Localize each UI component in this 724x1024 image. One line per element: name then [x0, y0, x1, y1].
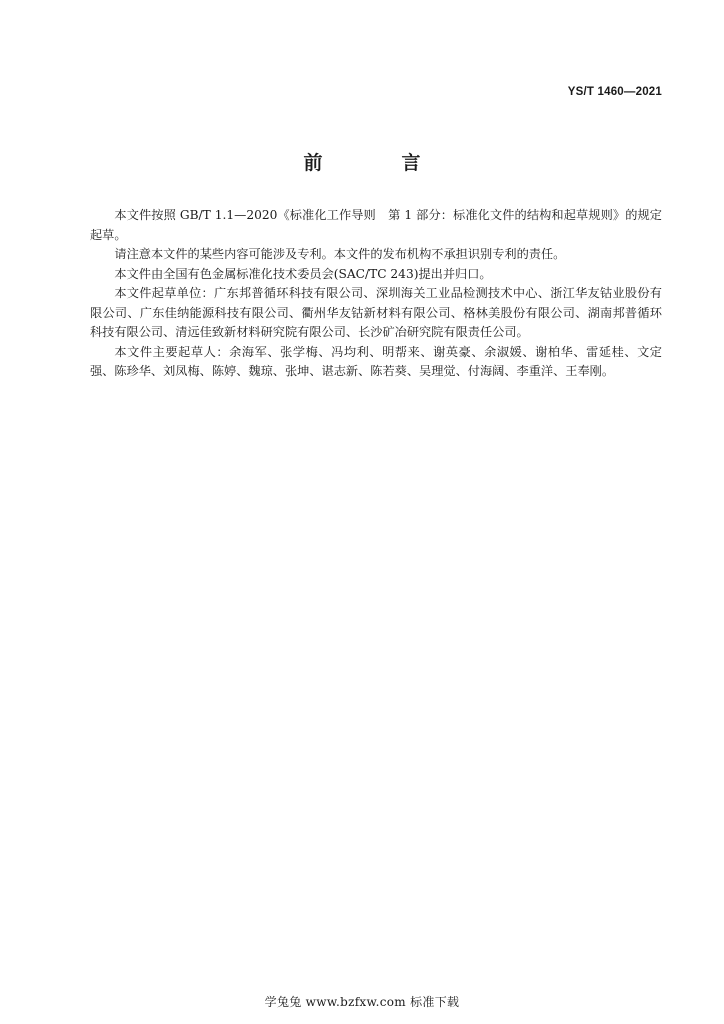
paragraph-drafters: 本文件主要起草人：余海军、张学梅、冯均利、明帮来、谢英豪、余淑媛、谢柏华、雷延桂、文定强、陈珍华、刘凤梅、陈婷、魏琼、张坤、谌志新、陈若葵、吴理觉、付海阔、李重洋、王奉刚。: [90, 344, 662, 378]
paragraph-patent-notice: 请注意本文件的某些内容可能涉及专利。本文件的发布机构不承担识别专利的责任。: [114, 247, 566, 261]
paragraph-proposer: 本文件由全国有色金属标准化技术委员会(SAC/TC 243)提出并归口。: [114, 266, 492, 281]
paragraph-drafting-units: 本文件起草单位：广东邦普循环科技有限公司、深圳海关工业品检测技术中心、浙江华友钴业股份有限公司、广东佳纳能源科技有限公司、衢州华友钴新材料有限公司、格林美股份有限公司、湖南邦普循环科技有限公司、清远佳致新材料研究院有限公司、长沙矿冶研究院有限责任公司。: [90, 286, 662, 339]
footer-watermark: 学兔兔 www.bzfxw.com 标准下载: [264, 995, 460, 1009]
foreword-body: [90, 206, 662, 382]
document-code: YS/T 1460—2021: [567, 86, 662, 98]
page-title: 前 言: [303, 152, 451, 174]
paragraph-drafting-rules: 本文件按照 GB/T 1.1—2020《标准化工作导则 第 1 部分：标准化文件的结构和起草规则》的规定起草。: [90, 208, 662, 242]
